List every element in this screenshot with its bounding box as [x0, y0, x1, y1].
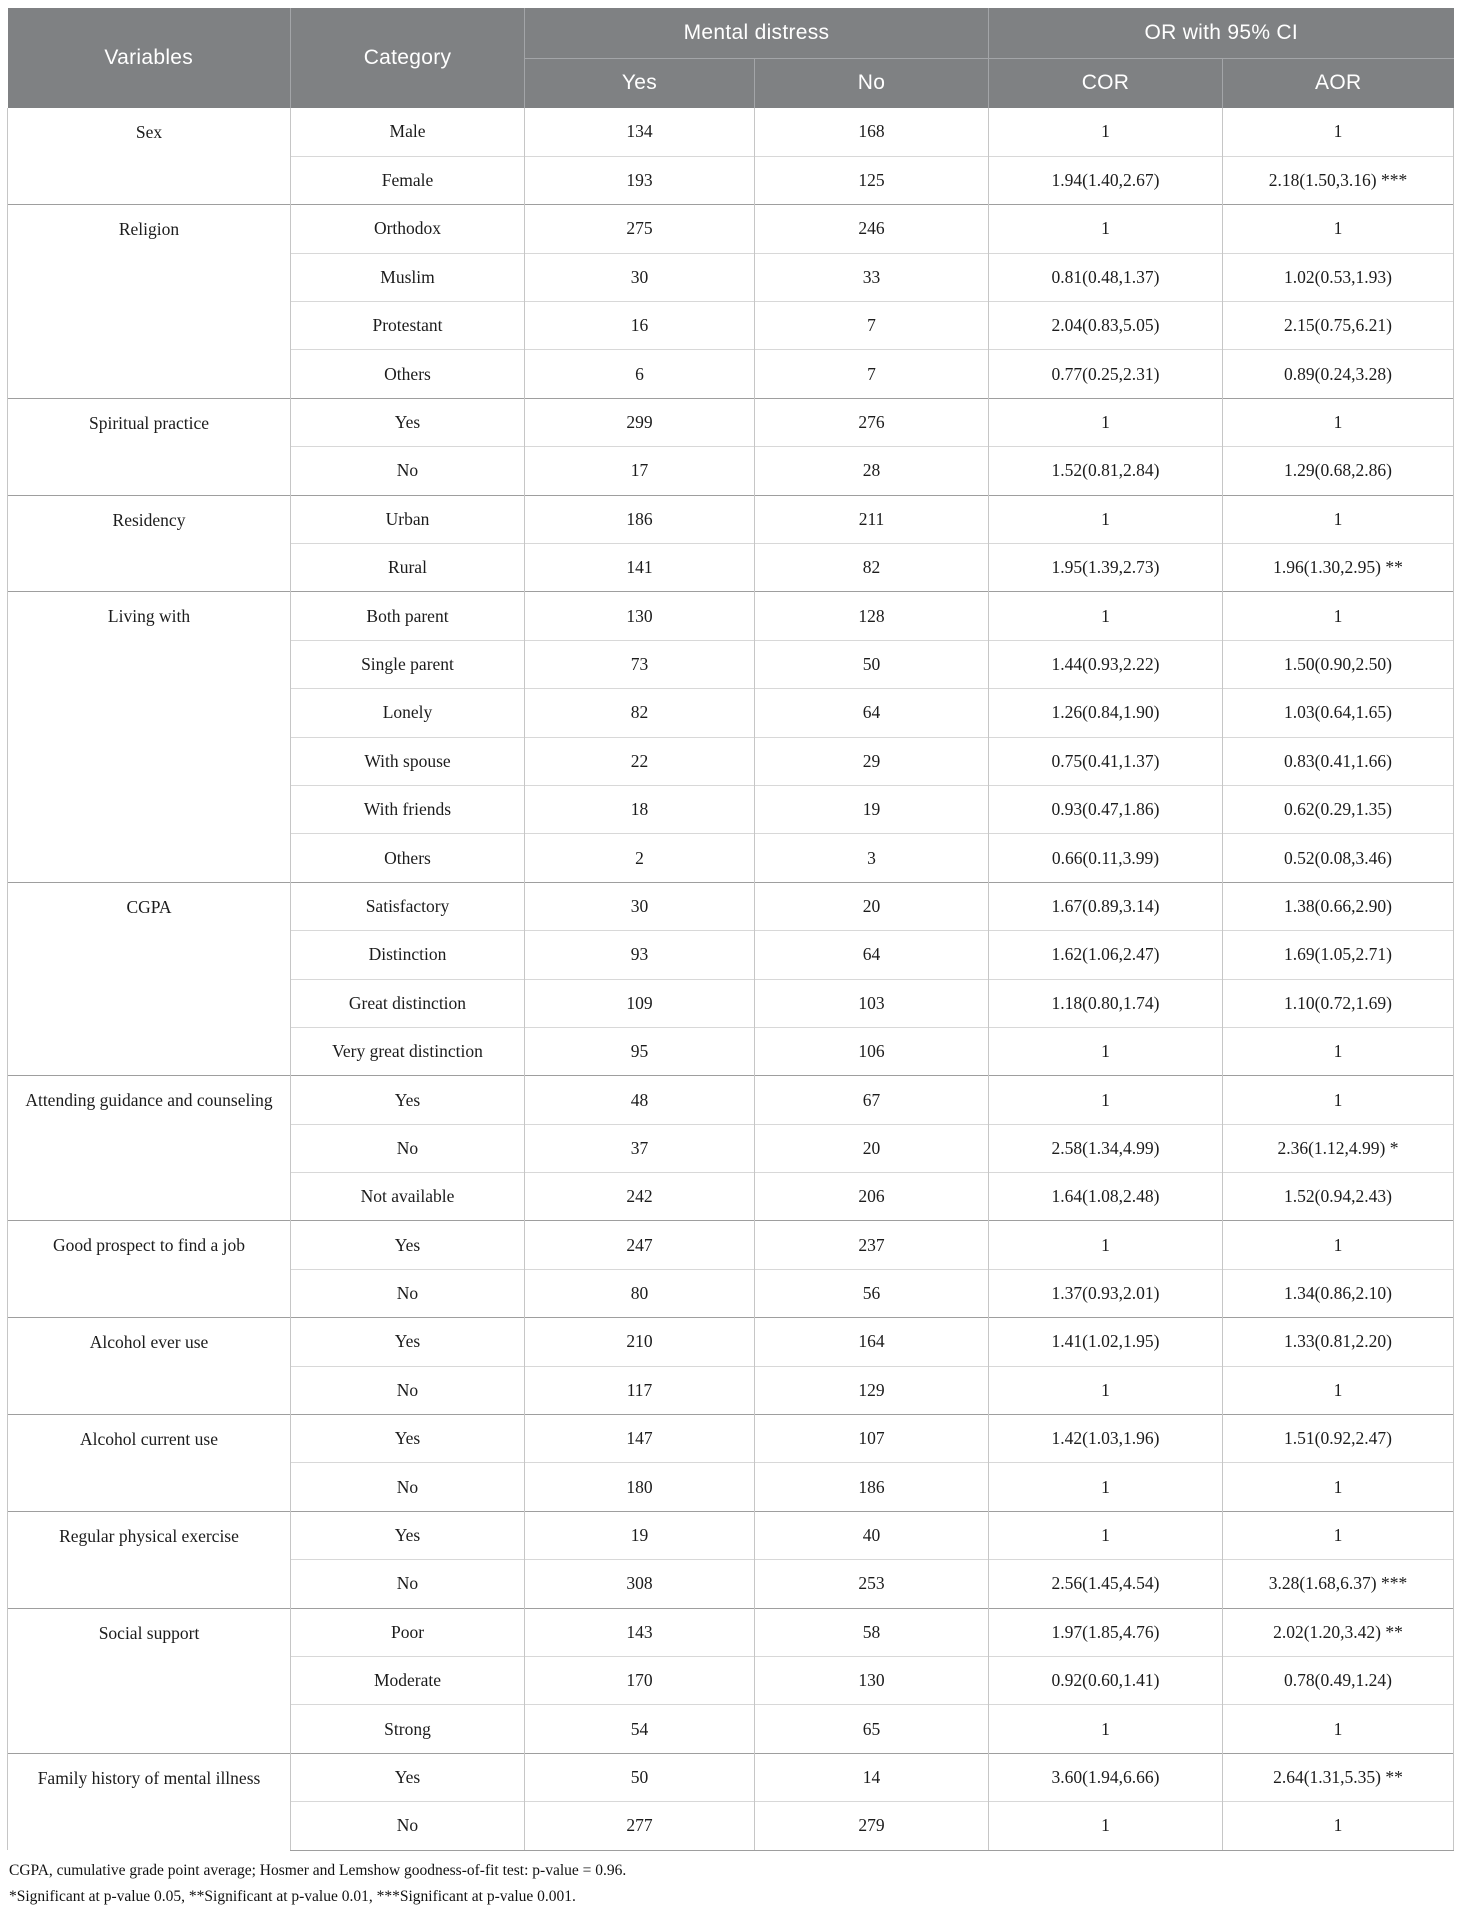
distress-no-cell: 106 — [755, 1027, 989, 1075]
aor-cell: 1.52(0.94,2.43) — [1223, 1173, 1454, 1221]
distress-no-cell: 28 — [755, 447, 989, 495]
category-cell: Male — [291, 108, 525, 156]
aor-cell: 1.02(0.53,1.93) — [1223, 253, 1454, 301]
aor-cell: 1.51(0.92,2.47) — [1223, 1415, 1454, 1463]
distress-no-cell: 20 — [755, 882, 989, 930]
aor-cell: 2.64(1.31,5.35) ** — [1223, 1753, 1454, 1801]
distress-no-cell: 129 — [755, 1366, 989, 1414]
distress-no-cell: 246 — [755, 205, 989, 253]
aor-cell: 1.38(0.66,2.90) — [1223, 882, 1454, 930]
distress-yes-cell: 186 — [525, 495, 755, 543]
distress-yes-cell: 242 — [525, 1173, 755, 1221]
distress-no-cell: 56 — [755, 1269, 989, 1317]
aor-cell: 1 — [1223, 1366, 1454, 1414]
distress-no-cell: 7 — [755, 302, 989, 350]
aor-cell: 1 — [1223, 1705, 1454, 1753]
distress-yes-cell: 30 — [525, 253, 755, 301]
distress-no-cell: 253 — [755, 1560, 989, 1608]
table-row — [8, 1753, 1454, 1801]
distress-no-cell: 211 — [755, 495, 989, 543]
table-row — [8, 1318, 1454, 1366]
distress-yes-cell: 180 — [525, 1463, 755, 1511]
aor-cell: 1 — [1223, 592, 1454, 640]
category-cell: No — [291, 1560, 525, 1608]
distress-no-cell: 168 — [755, 108, 989, 156]
distress-yes-cell: 2 — [525, 834, 755, 882]
aor-cell: 0.89(0.24,3.28) — [1223, 350, 1454, 398]
variable-cell: Spiritual practice — [8, 398, 291, 495]
variable-cell: Sex — [8, 108, 291, 205]
cor-cell: 1.64(1.08,2.48) — [989, 1173, 1223, 1221]
cor-cell: 1.37(0.93,2.01) — [989, 1269, 1223, 1317]
aor-cell: 1.50(0.90,2.50) — [1223, 640, 1454, 688]
distress-yes-cell: 80 — [525, 1269, 755, 1317]
table-header — [8, 8, 1454, 108]
cor-cell: 1.62(1.06,2.47) — [989, 931, 1223, 979]
aor-cell: 1 — [1223, 205, 1454, 253]
distress-no-cell: 276 — [755, 398, 989, 446]
variable-cell: Residency — [8, 495, 291, 592]
distress-no-cell: 19 — [755, 785, 989, 833]
cor-cell: 1 — [989, 205, 1223, 253]
distress-yes-cell: 170 — [525, 1657, 755, 1705]
aor-cell: 1 — [1223, 1076, 1454, 1124]
category-cell: No — [291, 447, 525, 495]
cor-cell: 0.75(0.41,1.37) — [989, 737, 1223, 785]
category-cell: No — [291, 1802, 525, 1850]
category-cell: Moderate — [291, 1657, 525, 1705]
aor-cell: 1.69(1.05,2.71) — [1223, 931, 1454, 979]
distress-yes-cell: 308 — [525, 1560, 755, 1608]
distress-no-cell: 186 — [755, 1463, 989, 1511]
category-cell: With spouse — [291, 737, 525, 785]
table-row — [8, 1076, 1454, 1124]
table-row — [8, 1511, 1454, 1559]
cor-cell: 0.81(0.48,1.37) — [989, 253, 1223, 301]
category-cell: Not available — [291, 1173, 525, 1221]
distress-no-cell: 64 — [755, 931, 989, 979]
cor-cell: 1 — [989, 1463, 1223, 1511]
cor-cell: 1.18(0.80,1.74) — [989, 979, 1223, 1027]
table-body — [8, 108, 1454, 1850]
col-header-aor: AOR — [1223, 58, 1454, 108]
col-header-yes: Yes — [525, 58, 755, 108]
distress-yes-cell: 18 — [525, 785, 755, 833]
aor-cell: 2.15(0.75,6.21) — [1223, 302, 1454, 350]
category-cell: Satisfactory — [291, 882, 525, 930]
distress-yes-cell: 6 — [525, 350, 755, 398]
table-row — [8, 108, 1454, 156]
category-cell: Yes — [291, 1221, 525, 1269]
aor-cell: 1 — [1223, 1802, 1454, 1850]
cor-cell: 0.66(0.11,3.99) — [989, 834, 1223, 882]
col-header-category: Category — [291, 8, 525, 108]
distress-yes-cell: 117 — [525, 1366, 755, 1414]
aor-cell: 0.52(0.08,3.46) — [1223, 834, 1454, 882]
category-cell: Rural — [291, 544, 525, 592]
table-row — [8, 592, 1454, 640]
distress-yes-cell: 193 — [525, 156, 755, 204]
table-row — [8, 398, 1454, 446]
distress-yes-cell: 143 — [525, 1608, 755, 1656]
category-cell: Poor — [291, 1608, 525, 1656]
distress-yes-cell: 93 — [525, 931, 755, 979]
table-footnotes — [7, 1858, 1453, 1910]
footnote-significance: *Significant at p-value 0.05, **Significant at p-value 0.01, ***Significant at p-value 0.001. — [9, 1887, 576, 1905]
aor-cell: 1 — [1223, 1221, 1454, 1269]
aor-cell: 2.02(1.20,3.42) ** — [1223, 1608, 1454, 1656]
distress-no-cell: 67 — [755, 1076, 989, 1124]
cor-cell: 1.42(1.03,1.96) — [989, 1415, 1223, 1463]
distress-yes-cell: 95 — [525, 1027, 755, 1075]
variable-cell: Social support — [8, 1608, 291, 1753]
cor-cell: 1.41(1.02,1.95) — [989, 1318, 1223, 1366]
variable-cell: Good prospect to find a job — [8, 1221, 291, 1318]
aor-cell: 1 — [1223, 398, 1454, 446]
category-cell: Yes — [291, 1511, 525, 1559]
cor-cell: 1.26(0.84,1.90) — [989, 689, 1223, 737]
table-row — [8, 495, 1454, 543]
aor-cell: 2.36(1.12,4.99) * — [1223, 1124, 1454, 1172]
category-cell: Urban — [291, 495, 525, 543]
aor-cell: 1.33(0.81,2.20) — [1223, 1318, 1454, 1366]
table-row — [8, 205, 1454, 253]
category-cell: Yes — [291, 1318, 525, 1366]
variable-cell: Religion — [8, 205, 291, 399]
cor-cell: 1 — [989, 592, 1223, 640]
category-cell: Single parent — [291, 640, 525, 688]
distress-no-cell: 279 — [755, 1802, 989, 1850]
distress-no-cell: 20 — [755, 1124, 989, 1172]
distress-yes-cell: 275 — [525, 205, 755, 253]
category-cell: Yes — [291, 1753, 525, 1801]
cor-cell: 1 — [989, 1705, 1223, 1753]
aor-cell: 1.03(0.64,1.65) — [1223, 689, 1454, 737]
distress-yes-cell: 109 — [525, 979, 755, 1027]
variable-cell: Attending guidance and counseling — [8, 1076, 291, 1221]
distress-yes-cell: 17 — [525, 447, 755, 495]
aor-cell: 1 — [1223, 108, 1454, 156]
distress-yes-cell: 141 — [525, 544, 755, 592]
distress-no-cell: 50 — [755, 640, 989, 688]
aor-cell: 1.10(0.72,1.69) — [1223, 979, 1454, 1027]
col-header-or-ci: OR with 95% CI — [989, 8, 1454, 58]
aor-cell: 1 — [1223, 1511, 1454, 1559]
cor-cell: 2.04(0.83,5.05) — [989, 302, 1223, 350]
cor-cell: 1 — [989, 1366, 1223, 1414]
category-cell: Lonely — [291, 689, 525, 737]
distress-yes-cell: 299 — [525, 398, 755, 446]
distress-no-cell: 125 — [755, 156, 989, 204]
cor-cell: 1.67(0.89,3.14) — [989, 882, 1223, 930]
aor-cell: 1.96(1.30,2.95) ** — [1223, 544, 1454, 592]
aor-cell: 0.78(0.49,1.24) — [1223, 1657, 1454, 1705]
aor-cell: 1 — [1223, 495, 1454, 543]
distress-yes-cell: 277 — [525, 1802, 755, 1850]
category-cell: Yes — [291, 1076, 525, 1124]
distress-yes-cell: 147 — [525, 1415, 755, 1463]
category-cell: No — [291, 1124, 525, 1172]
col-header-mental-distress: Mental distress — [525, 8, 989, 58]
col-header-variables: Variables — [8, 8, 291, 108]
category-cell: Yes — [291, 1415, 525, 1463]
category-cell: Both parent — [291, 592, 525, 640]
cor-cell: 2.56(1.45,4.54) — [989, 1560, 1223, 1608]
distress-yes-cell: 54 — [525, 1705, 755, 1753]
cor-cell: 1 — [989, 108, 1223, 156]
cor-cell: 1.95(1.39,2.73) — [989, 544, 1223, 592]
aor-cell: 3.28(1.68,6.37) *** — [1223, 1560, 1454, 1608]
category-cell: Female — [291, 156, 525, 204]
distress-no-cell: 7 — [755, 350, 989, 398]
category-cell: Muslim — [291, 253, 525, 301]
cor-cell: 2.58(1.34,4.99) — [989, 1124, 1223, 1172]
variable-cell: CGPA — [8, 882, 291, 1076]
cor-cell: 0.92(0.60,1.41) — [989, 1657, 1223, 1705]
distress-no-cell: 206 — [755, 1173, 989, 1221]
aor-cell: 2.18(1.50,3.16) *** — [1223, 156, 1454, 204]
distress-yes-cell: 82 — [525, 689, 755, 737]
cor-cell: 1 — [989, 1511, 1223, 1559]
aor-cell: 1.29(0.68,2.86) — [1223, 447, 1454, 495]
col-header-cor: COR — [989, 58, 1223, 108]
variable-cell: Regular physical exercise — [8, 1511, 291, 1608]
category-cell: Very great distinction — [291, 1027, 525, 1075]
distress-yes-cell: 134 — [525, 108, 755, 156]
distress-no-cell: 14 — [755, 1753, 989, 1801]
cor-cell: 0.77(0.25,2.31) — [989, 350, 1223, 398]
variable-cell: Family history of mental illness — [8, 1753, 291, 1850]
aor-cell: 0.83(0.41,1.66) — [1223, 737, 1454, 785]
cor-cell: 1 — [989, 1076, 1223, 1124]
cor-cell: 3.60(1.94,6.66) — [989, 1753, 1223, 1801]
distress-no-cell: 107 — [755, 1415, 989, 1463]
distress-yes-cell: 30 — [525, 882, 755, 930]
distress-no-cell: 40 — [755, 1511, 989, 1559]
category-cell: Distinction — [291, 931, 525, 979]
distress-yes-cell: 22 — [525, 737, 755, 785]
category-cell: Orthodox — [291, 205, 525, 253]
aor-cell: 1 — [1223, 1027, 1454, 1075]
distress-no-cell: 58 — [755, 1608, 989, 1656]
distress-no-cell: 82 — [755, 544, 989, 592]
category-cell: Others — [291, 350, 525, 398]
category-cell: With friends — [291, 785, 525, 833]
cor-cell: 1.52(0.81,2.84) — [989, 447, 1223, 495]
col-header-no: No — [755, 58, 989, 108]
distress-yes-cell: 210 — [525, 1318, 755, 1366]
distress-no-cell: 29 — [755, 737, 989, 785]
aor-cell: 0.62(0.29,1.35) — [1223, 785, 1454, 833]
footnote-abbreviations: CGPA, cumulative grade point average; Hosmer and Lemshow goodness-of-fit test: p-value = 0.96. — [9, 1861, 627, 1879]
cor-cell: 1 — [989, 495, 1223, 543]
distress-yes-cell: 130 — [525, 592, 755, 640]
distress-no-cell: 130 — [755, 1657, 989, 1705]
distress-no-cell: 103 — [755, 979, 989, 1027]
category-cell: Others — [291, 834, 525, 882]
variable-cell: Alcohol current use — [8, 1415, 291, 1512]
distress-no-cell: 128 — [755, 592, 989, 640]
distress-yes-cell: 16 — [525, 302, 755, 350]
distress-yes-cell: 37 — [525, 1124, 755, 1172]
distress-no-cell: 65 — [755, 1705, 989, 1753]
cor-cell: 1 — [989, 1221, 1223, 1269]
distress-no-cell: 164 — [755, 1318, 989, 1366]
cor-cell: 0.93(0.47,1.86) — [989, 785, 1223, 833]
distress-no-cell: 237 — [755, 1221, 989, 1269]
table-row — [8, 1415, 1454, 1463]
distress-no-cell: 33 — [755, 253, 989, 301]
distress-yes-cell: 48 — [525, 1076, 755, 1124]
cor-cell: 1.44(0.93,2.22) — [989, 640, 1223, 688]
category-cell: Protestant — [291, 302, 525, 350]
category-cell: No — [291, 1463, 525, 1511]
cor-cell: 1.94(1.40,2.67) — [989, 156, 1223, 204]
distress-yes-cell: 50 — [525, 1753, 755, 1801]
category-cell: Strong — [291, 1705, 525, 1753]
distress-no-cell: 64 — [755, 689, 989, 737]
category-cell: No — [291, 1366, 525, 1414]
table-row — [8, 1221, 1454, 1269]
cor-cell: 1 — [989, 1027, 1223, 1075]
table-row — [8, 882, 1454, 930]
table-row — [8, 1608, 1454, 1656]
cor-cell: 1 — [989, 1802, 1223, 1850]
cor-cell: 1.97(1.85,4.76) — [989, 1608, 1223, 1656]
distress-yes-cell: 19 — [525, 1511, 755, 1559]
aor-cell: 1 — [1223, 1463, 1454, 1511]
distress-yes-cell: 73 — [525, 640, 755, 688]
variable-cell: Living with — [8, 592, 291, 882]
distress-yes-cell: 247 — [525, 1221, 755, 1269]
statistics-table — [7, 8, 1454, 1851]
category-cell: Great distinction — [291, 979, 525, 1027]
variable-cell: Alcohol ever use — [8, 1318, 291, 1415]
category-cell: No — [291, 1269, 525, 1317]
category-cell: Yes — [291, 398, 525, 446]
aor-cell: 1.34(0.86,2.10) — [1223, 1269, 1454, 1317]
distress-no-cell: 3 — [755, 834, 989, 882]
cor-cell: 1 — [989, 398, 1223, 446]
